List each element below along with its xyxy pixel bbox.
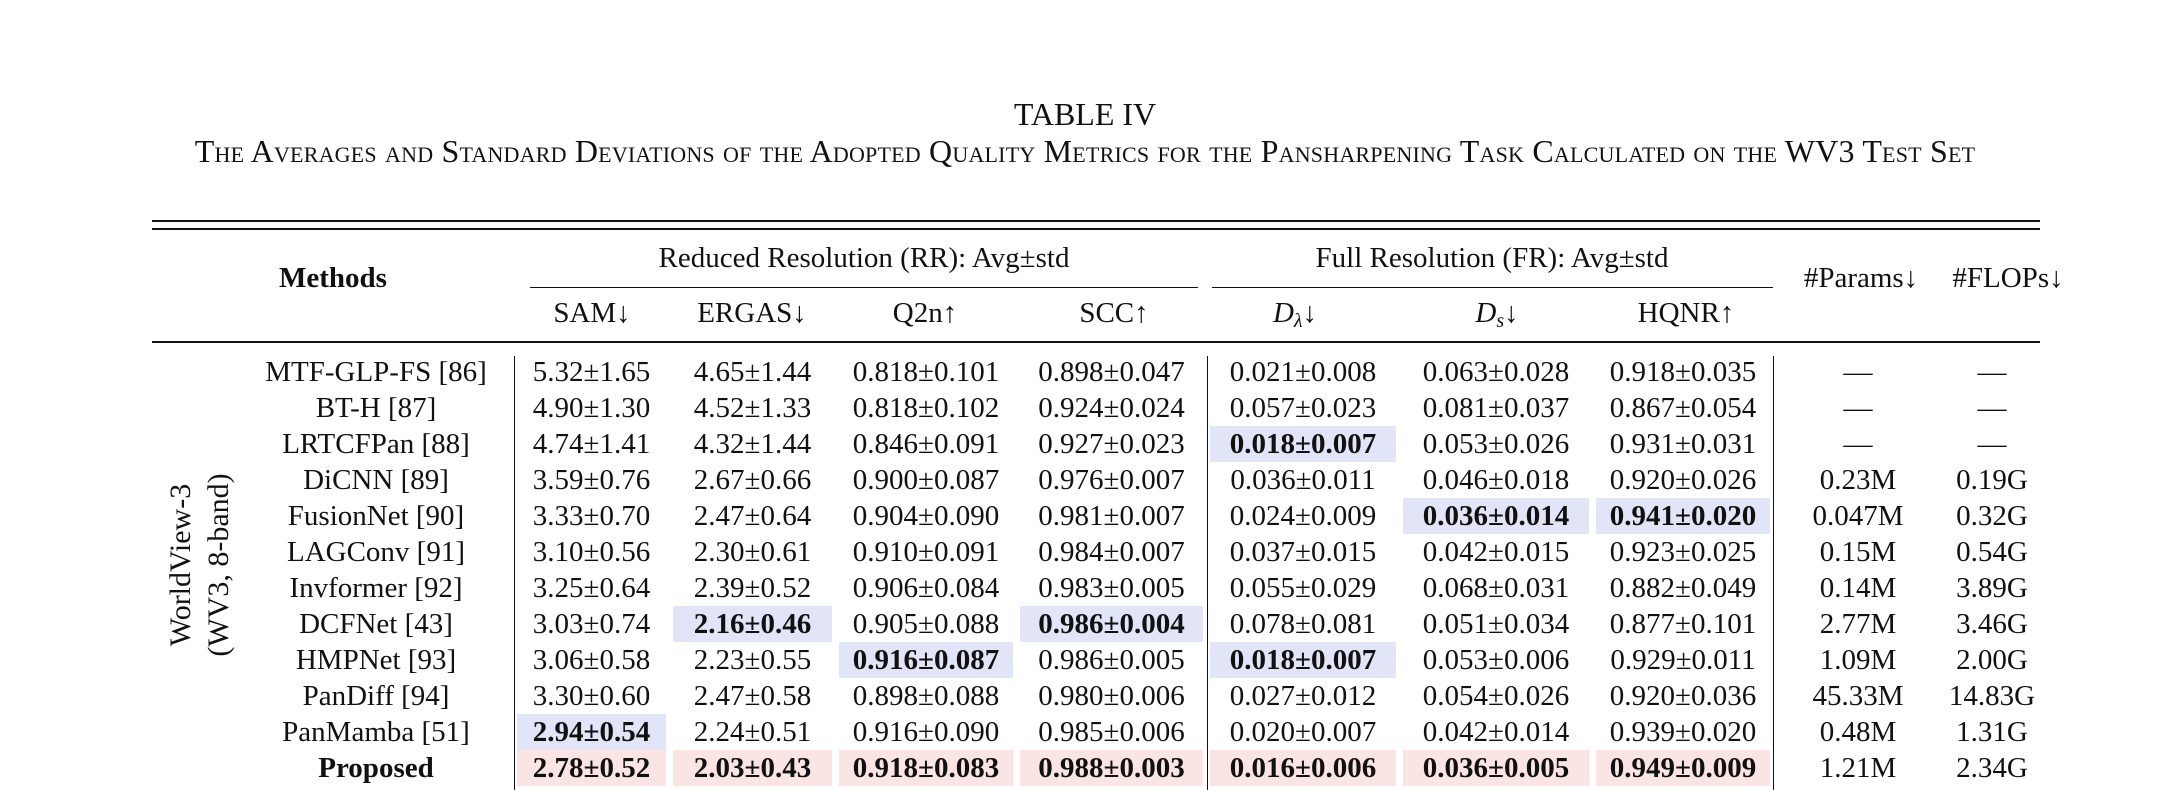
- table-row: [0, 642, 2170, 678]
- header-sam: SAM↓: [553, 297, 631, 329]
- method-name-cell: DCFNet [43]: [299, 608, 453, 640]
- q2n-cell: 0.818±0.101: [852, 356, 1000, 388]
- d-s-cell: 0.036±0.014: [1403, 498, 1589, 534]
- sam-cell: 2.78±0.52: [517, 750, 666, 786]
- params-cell: 0.23M: [1819, 464, 1897, 496]
- hqnr-cell: 0.920±0.026: [1609, 464, 1757, 496]
- table-row: [0, 354, 2170, 390]
- method-name-cell: FusionNet [90]: [287, 500, 465, 532]
- ergas-cell: 2.47±0.58: [693, 680, 812, 712]
- header-params: #Params↓: [1803, 262, 1919, 294]
- hqnr-cell: 0.931±0.031: [1609, 428, 1757, 460]
- header-hqnr: HQNR↑: [1637, 297, 1735, 329]
- ergas-cell: 2.16±0.46: [673, 606, 832, 642]
- flops-cell: —: [1977, 392, 2007, 424]
- q2n-cell: 0.900±0.087: [852, 464, 1000, 496]
- sam-cell: 3.06±0.58: [532, 644, 651, 676]
- scc-cell: 0.980±0.006: [1038, 680, 1185, 712]
- d-s-cell: 0.042±0.014: [1422, 716, 1570, 748]
- sam-cell: 3.33±0.70: [532, 500, 651, 532]
- params-cell: 45.33M: [1812, 680, 1904, 712]
- q2n-cell: 0.818±0.102: [852, 392, 1000, 424]
- d-lambda-cell: 0.021±0.008: [1229, 356, 1377, 388]
- q2n-cell: 0.898±0.088: [852, 680, 1000, 712]
- sam-cell: 5.32±1.65: [532, 356, 651, 388]
- d-lambda-cell: 0.036±0.011: [1230, 464, 1376, 496]
- header-d-s: $D_s↓$: [1475, 297, 1519, 332]
- scc-cell: 0.924±0.024: [1038, 392, 1185, 424]
- ergas-cell: 4.52±1.33: [693, 392, 812, 424]
- scc-cell: 0.988±0.003: [1020, 750, 1203, 786]
- d-lambda-cell: 0.078±0.081: [1229, 608, 1377, 640]
- ergas-cell: 2.39±0.52: [693, 572, 812, 604]
- ergas-cell: 2.23±0.55: [693, 644, 812, 676]
- header-d-lambda: $D_\lambda↓$: [1272, 297, 1318, 332]
- d-lambda-cell: 0.020±0.007: [1229, 716, 1377, 748]
- d-lambda-cell: 0.057±0.023: [1229, 392, 1377, 424]
- d-lambda-cell: 0.027±0.012: [1229, 680, 1377, 712]
- params-cell: 1.09M: [1819, 644, 1897, 676]
- method-name-cell: Invformer [92]: [289, 572, 463, 604]
- table-row: [0, 534, 2170, 570]
- q2n-cell: 0.916±0.087: [839, 642, 1013, 678]
- params-cell: 0.047M: [1812, 500, 1904, 532]
- dataset-label-line: WorldView-3: [164, 483, 197, 647]
- ergas-cell: 4.32±1.44: [693, 428, 812, 460]
- method-name-cell: MTF-GLP-FS [86]: [265, 356, 487, 388]
- header-scc: SCC↑: [1079, 297, 1149, 329]
- d-lambda-cell: 0.055±0.029: [1229, 572, 1377, 604]
- flops-cell: 14.83G: [1948, 680, 2036, 712]
- sam-cell: 2.94±0.54: [517, 714, 666, 750]
- table-row: [0, 606, 2170, 642]
- table-row: [0, 390, 2170, 426]
- scc-cell: 0.986±0.005: [1038, 644, 1185, 676]
- table-row: [0, 462, 2170, 498]
- flops-cell: 0.19G: [1956, 464, 2028, 496]
- d-lambda-cell: 0.018±0.007: [1210, 426, 1396, 462]
- hqnr-cell: 0.877±0.101: [1609, 608, 1757, 640]
- ergas-cell: 2.47±0.64: [693, 500, 812, 532]
- hqnr-cell: 0.929±0.011: [1610, 644, 1756, 676]
- header-ergas: ERGAS↓: [697, 297, 807, 329]
- d-s-cell: 0.081±0.037: [1422, 392, 1570, 424]
- q2n-cell: 0.846±0.091: [852, 428, 1000, 460]
- d-s-cell: 0.053±0.006: [1422, 644, 1570, 676]
- header-fr-group: Full Resolution (FR): Avg±std: [1315, 242, 1669, 274]
- d-lambda-cell: 0.018±0.007: [1210, 642, 1396, 678]
- hqnr-cell: 0.923±0.025: [1609, 536, 1757, 568]
- flops-cell: 1.31G: [1956, 716, 2028, 748]
- flops-cell: 0.32G: [1956, 500, 2028, 532]
- flops-cell: 2.00G: [1956, 644, 2028, 676]
- ergas-cell: 2.67±0.66: [693, 464, 812, 496]
- table-row: [0, 714, 2170, 750]
- table-caption-label: TABLE IV: [1013, 96, 1157, 132]
- top-rule: [152, 220, 2040, 222]
- q2n-cell: 0.918±0.083: [839, 750, 1013, 786]
- header-rr-group: Reduced Resolution (RR): Avg±std: [658, 242, 1070, 274]
- d-s-cell: 0.063±0.028: [1422, 356, 1570, 388]
- hqnr-cell: 0.949±0.009: [1596, 750, 1770, 786]
- table-caption-title: The Averages and Standard Deviations of the Adopted Quality Metrics for the Pansharpening Task Calculated on the WV3 Test Set: [194, 133, 1976, 169]
- ergas-cell: 2.30±0.61: [693, 536, 812, 568]
- flops-cell: —: [1977, 356, 2007, 388]
- rr-group-rule: [530, 287, 1198, 288]
- sam-cell: 3.03±0.74: [532, 608, 651, 640]
- q2n-cell: 0.904±0.090: [852, 500, 1000, 532]
- params-cell: 0.15M: [1819, 536, 1897, 568]
- flops-cell: 0.54G: [1956, 536, 2028, 568]
- d-s-cell: 0.042±0.015: [1422, 536, 1570, 568]
- hqnr-cell: 0.941±0.020: [1596, 498, 1770, 534]
- q2n-cell: 0.905±0.088: [852, 608, 1000, 640]
- ergas-cell: 2.24±0.51: [693, 716, 812, 748]
- flops-cell: 2.34G: [1956, 752, 2028, 784]
- d-lambda-cell: 0.037±0.015: [1229, 536, 1377, 568]
- dataset-label-line: (WV3, 8-band): [202, 473, 235, 657]
- flops-cell: 3.89G: [1956, 572, 2028, 604]
- method-name-cell: Proposed: [318, 752, 434, 784]
- d-s-cell: 0.051±0.034: [1422, 608, 1570, 640]
- d-s-cell: 0.053±0.026: [1422, 428, 1570, 460]
- scc-cell: 0.976±0.007: [1038, 464, 1185, 496]
- q2n-cell: 0.906±0.084: [852, 572, 1000, 604]
- params-cell: 0.14M: [1819, 572, 1897, 604]
- top-rule-double: [152, 228, 2040, 230]
- d-s-cell: 0.046±0.018: [1422, 464, 1570, 496]
- sam-cell: 4.90±1.30: [532, 392, 651, 424]
- hqnr-cell: 0.920±0.036: [1609, 680, 1757, 712]
- table-row: [0, 570, 2170, 606]
- sam-cell: 3.10±0.56: [532, 536, 651, 568]
- header-methods: Methods: [279, 262, 387, 294]
- method-name-cell: DiCNN [89]: [303, 464, 449, 496]
- scc-cell: 0.981±0.007: [1038, 500, 1185, 532]
- header-flops: #FLOPs↓: [1952, 262, 2064, 294]
- scc-cell: 0.984±0.007: [1038, 536, 1185, 568]
- ergas-cell: 4.65±1.44: [693, 356, 812, 388]
- scc-cell: 0.927±0.023: [1038, 428, 1185, 460]
- scc-cell: 0.986±0.004: [1020, 606, 1203, 642]
- method-name-cell: HMPNet [93]: [295, 644, 457, 676]
- q2n-cell: 0.916±0.090: [852, 716, 1000, 748]
- sam-cell: 3.59±0.76: [532, 464, 651, 496]
- hqnr-cell: 0.939±0.020: [1609, 716, 1757, 748]
- d-s-cell: 0.054±0.026: [1422, 680, 1570, 712]
- sam-cell: 3.25±0.64: [532, 572, 651, 604]
- table-row: [0, 426, 2170, 462]
- table-row: [0, 498, 2170, 534]
- flops-cell: 3.46G: [1956, 608, 2028, 640]
- params-cell: —: [1843, 392, 1873, 424]
- sam-cell: 3.30±0.60: [532, 680, 651, 712]
- fr-group-rule: [1212, 287, 1773, 288]
- header-q2n: Q2n↑: [892, 297, 958, 329]
- scc-cell: 0.983±0.005: [1038, 572, 1185, 604]
- table-row: [0, 678, 2170, 714]
- header-rule: [152, 341, 2040, 343]
- hqnr-cell: 0.882±0.049: [1609, 572, 1757, 604]
- params-cell: —: [1843, 356, 1873, 388]
- d-s-cell: 0.036±0.005: [1403, 750, 1589, 786]
- hqnr-cell: 0.918±0.035: [1609, 356, 1757, 388]
- d-lambda-cell: 0.016±0.006: [1210, 750, 1396, 786]
- method-name-cell: PanMamba [51]: [282, 716, 470, 748]
- params-cell: 0.48M: [1819, 716, 1897, 748]
- scc-cell: 0.898±0.047: [1038, 356, 1185, 388]
- sam-cell: 4.74±1.41: [532, 428, 651, 460]
- method-name-cell: LRTCFPan [88]: [282, 428, 470, 460]
- ergas-cell: 2.03±0.43: [673, 750, 832, 786]
- scc-cell: 0.985±0.006: [1038, 716, 1185, 748]
- params-cell: 2.77M: [1819, 608, 1897, 640]
- method-name-cell: PanDiff [94]: [302, 680, 450, 712]
- table-row: [0, 750, 2170, 786]
- params-cell: 1.21M: [1819, 752, 1897, 784]
- q2n-cell: 0.910±0.091: [852, 536, 1000, 568]
- params-cell: —: [1843, 428, 1873, 460]
- hqnr-cell: 0.867±0.054: [1609, 392, 1757, 424]
- d-s-cell: 0.068±0.031: [1422, 572, 1570, 604]
- method-name-cell: LAGConv [91]: [286, 536, 465, 568]
- method-name-cell: BT-H [87]: [315, 392, 437, 424]
- d-lambda-cell: 0.024±0.009: [1229, 500, 1377, 532]
- flops-cell: —: [1977, 428, 2007, 460]
